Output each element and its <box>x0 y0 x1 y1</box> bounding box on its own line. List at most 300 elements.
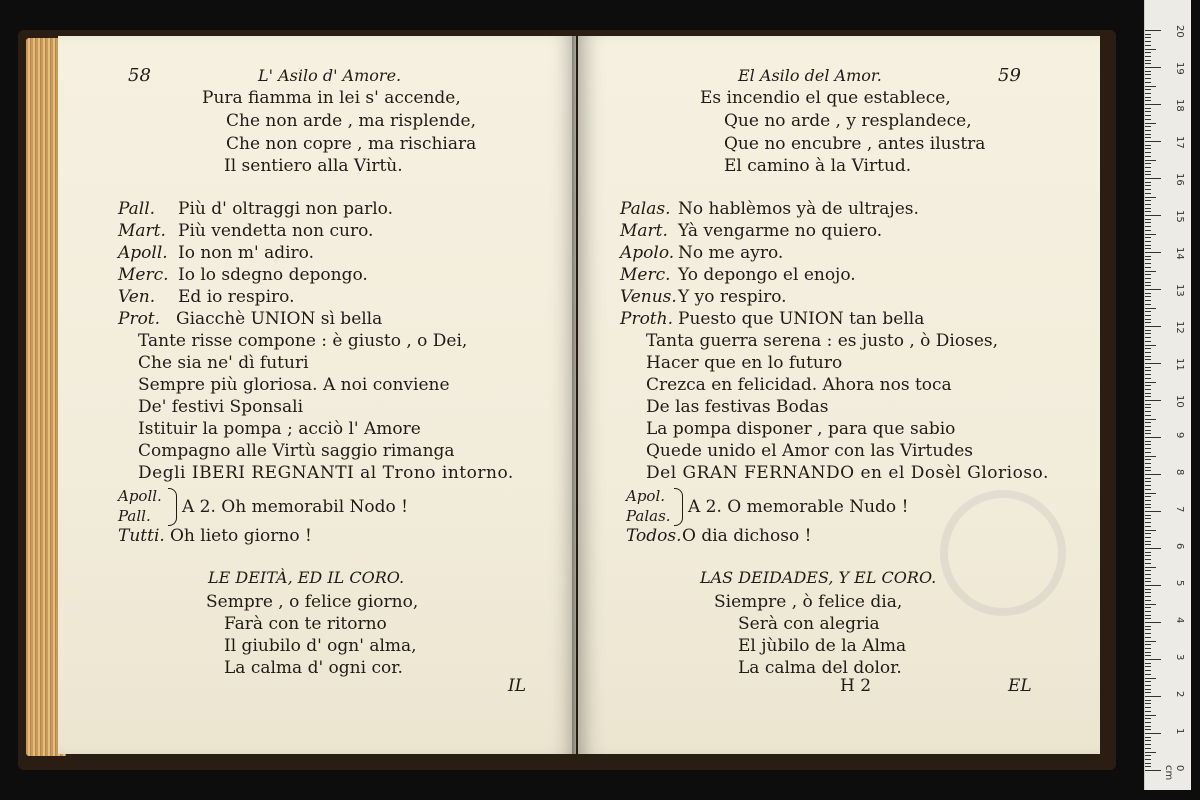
ruler-tick <box>1145 726 1151 727</box>
chorus-line: La calma del dolor. <box>738 658 902 678</box>
ruler-tick <box>1145 585 1161 586</box>
ruler-tick <box>1145 444 1151 445</box>
ruler-tick <box>1145 245 1151 246</box>
ruler-tick <box>1145 485 1151 486</box>
ruler-tick <box>1145 430 1151 431</box>
ruler-tick <box>1145 326 1161 327</box>
speaker-label: Venus. <box>620 287 677 307</box>
ruler-tick <box>1145 78 1151 79</box>
chorus-line: Il giubilo d' ogn' alma, <box>224 636 417 656</box>
ruler-tick <box>1145 459 1151 460</box>
ruler-tick <box>1145 592 1151 593</box>
ruler-tick <box>1145 49 1156 50</box>
ruler-label: 4 <box>1174 617 1185 624</box>
ruler-tick <box>1145 396 1151 397</box>
ruler-tick <box>1145 467 1151 468</box>
ruler-tick <box>1145 348 1151 349</box>
ruler-tick <box>1145 552 1151 553</box>
ruler-tick <box>1145 259 1151 260</box>
ruler-tick <box>1145 86 1156 87</box>
ruler-tick <box>1145 222 1151 223</box>
ruler-tick <box>1145 533 1151 534</box>
ruler-tick <box>1145 415 1151 416</box>
continuation-line: Degli IBERI REGNANTI al Trono intorno. <box>138 463 514 483</box>
ruler-tick <box>1145 422 1151 423</box>
ruler-tick <box>1145 596 1151 597</box>
ruler-label: 14 <box>1174 247 1185 260</box>
dialogue-line: No hablèmos yà de ultrajes. <box>678 199 919 219</box>
dialogue-line: Ed io respiro. <box>178 287 295 307</box>
ruler-tick <box>1145 322 1151 323</box>
dialogue-line: No me ayro. <box>678 243 784 263</box>
ruler-tick <box>1145 208 1151 209</box>
ruler-tick <box>1145 470 1151 471</box>
continuation-line: Compagno alle Virtù saggio rimanga <box>138 441 455 461</box>
ruler-tick <box>1145 629 1151 630</box>
ruler-label: 5 <box>1174 580 1185 587</box>
ruler-tick <box>1145 400 1161 401</box>
ruler-tick <box>1145 385 1151 386</box>
ruler-tick <box>1145 744 1151 745</box>
ruler-label: 6 <box>1174 543 1185 550</box>
ruler-tick <box>1145 507 1151 508</box>
ruler-tick <box>1145 219 1151 220</box>
ruler-tick <box>1145 548 1161 549</box>
ruler-tick <box>1145 652 1151 653</box>
duet-line: A 2. O memorable Nudo ! <box>688 497 909 517</box>
ruler-tick <box>1145 200 1151 201</box>
ruler-tick <box>1145 271 1156 272</box>
duet-line: A 2. Oh memorabil Nodo ! <box>182 497 409 517</box>
chorus-line: Serà con alegria <box>738 614 880 634</box>
speaker-label: Mart. <box>118 221 166 241</box>
ruler-tick <box>1145 211 1151 212</box>
ruler-tick <box>1145 104 1161 105</box>
ruler-tick <box>1145 282 1151 283</box>
ruler-tick <box>1145 393 1151 394</box>
dialogue-line: Yà vengarme no quiero. <box>678 221 883 241</box>
ruler-tick <box>1145 411 1151 412</box>
continuation-line: Tanta guerra serena : es justo , ò Dioses, <box>646 331 999 351</box>
speaker-label: Merc. <box>118 265 169 285</box>
ruler-tick <box>1145 237 1151 238</box>
ruler-tick <box>1145 707 1151 708</box>
ruler-tick <box>1145 515 1151 516</box>
ruler-tick <box>1145 30 1161 31</box>
measurement-ruler <box>1144 0 1191 790</box>
ruler-label: 3 <box>1174 654 1185 661</box>
ruler-tick <box>1145 574 1151 575</box>
ruler-tick <box>1145 666 1151 667</box>
continuation-line: La pompa disponer , para que sabio <box>646 419 956 439</box>
duet-brace <box>674 488 683 526</box>
ruler-label: 13 <box>1174 284 1185 297</box>
ruler-tick <box>1145 670 1151 671</box>
left-page-number: 58 <box>128 65 151 86</box>
speaker-label: Todos. <box>626 526 682 546</box>
continuation-line: Hacer que en lo futuro <box>646 353 843 373</box>
dialogue-line: Puesto que UNION tan bella <box>678 309 925 329</box>
ruler-tick <box>1145 148 1151 149</box>
ruler-label: 17 <box>1174 136 1185 149</box>
ruler-tick <box>1145 644 1151 645</box>
right-page-number: 59 <box>998 65 1021 86</box>
ruler-tick <box>1145 478 1151 479</box>
ruler-tick <box>1145 511 1161 512</box>
duet-speaker: Pall. <box>118 507 151 525</box>
speaker-label: Ven. <box>118 287 156 307</box>
ruler-tick <box>1145 345 1156 346</box>
left-verse-line: Che non copre , ma rischiara <box>226 134 477 154</box>
ruler-tick <box>1145 563 1151 564</box>
ruler-tick <box>1145 130 1151 131</box>
ruler-tick <box>1145 119 1151 120</box>
ruler-tick <box>1145 703 1151 704</box>
ruler-tick <box>1145 71 1151 72</box>
ruler-tick <box>1145 481 1151 482</box>
ruler-tick <box>1145 700 1151 701</box>
ruler-tick <box>1145 567 1156 568</box>
ruler-tick <box>1145 770 1161 771</box>
ruler-tick <box>1145 182 1151 183</box>
ruler-tick <box>1145 171 1151 172</box>
ruler-tick <box>1145 311 1151 312</box>
left-running-head: L' Asilo d' Amore. <box>258 66 402 85</box>
ruler-tick <box>1145 722 1151 723</box>
ruler-tick <box>1145 248 1151 249</box>
speaker-label: Pall. <box>118 199 156 219</box>
ruler-tick <box>1145 56 1151 57</box>
ruler-tick <box>1145 185 1151 186</box>
ruler-tick <box>1145 759 1151 760</box>
ruler-tick <box>1145 189 1151 190</box>
ruler-tick <box>1145 404 1151 405</box>
ruler-tick <box>1145 374 1151 375</box>
right-verse-line: El camino à la Virtud. <box>724 156 912 176</box>
ruler-tick <box>1145 581 1151 582</box>
ruler-tick <box>1145 63 1151 64</box>
ruler-tick <box>1145 500 1151 501</box>
ruler-tick <box>1145 45 1151 46</box>
ruler-tick <box>1145 367 1151 368</box>
left-verse-line: Pura fiamma in lei s' accende, <box>202 88 461 108</box>
right-running-head: El Asilo del Amor. <box>738 66 882 85</box>
ruler-tick <box>1145 537 1151 538</box>
ruler-tick <box>1145 152 1151 153</box>
ruler-tick <box>1145 41 1151 42</box>
left-verse-line: Che non arde , ma risplende, <box>226 111 476 131</box>
ruler-tick <box>1145 637 1151 638</box>
ruler-tick <box>1145 407 1151 408</box>
ruler-tick <box>1145 674 1151 675</box>
ruler-tick <box>1145 752 1156 753</box>
ruler-tick <box>1145 600 1151 601</box>
dialogue-line: Io lo sdegno depongo. <box>178 265 368 285</box>
continuation-line: Quede unido el Amor con las Virtudes <box>646 441 974 461</box>
ruler-tick <box>1145 419 1156 420</box>
ruler-tick <box>1145 426 1151 427</box>
ruler-label: 12 <box>1174 321 1185 334</box>
ruler-tick <box>1145 678 1156 679</box>
ruler-tick <box>1145 356 1151 357</box>
continuation-line: Istituir la pompa ; acciò l' Amore <box>138 419 421 439</box>
ruler-tick <box>1145 352 1151 353</box>
ruler-tick <box>1145 304 1151 305</box>
ruler-tick <box>1145 578 1151 579</box>
ruler-tick <box>1145 134 1151 135</box>
ruler-tick <box>1145 89 1151 90</box>
left-page <box>58 36 576 754</box>
ruler-tick <box>1145 126 1151 127</box>
ruler-tick <box>1145 655 1151 656</box>
ruler-tick <box>1145 197 1156 198</box>
ruler-label: 1 <box>1174 728 1185 735</box>
right-verse-line: Que no arde , y resplandece, <box>724 111 972 131</box>
chorus-line: Sempre , o felice giorno, <box>206 592 419 612</box>
ruler-tick <box>1145 137 1151 138</box>
chorus-heading: LAS DEIDADES, Y EL CORO. <box>700 568 937 587</box>
ruler-tick <box>1145 570 1151 571</box>
ruler-tick <box>1145 193 1151 194</box>
ruler-tick <box>1145 163 1151 164</box>
ruler-tick <box>1145 274 1151 275</box>
duet-brace <box>168 488 177 526</box>
dialogue-line: Più d' oltraggi non parlo. <box>178 199 394 219</box>
ruler-tick <box>1145 115 1151 116</box>
ruler-tick <box>1145 234 1156 235</box>
signature-mark: H 2 <box>840 676 872 696</box>
speaker-label: Prot. <box>118 309 161 329</box>
ruler-tick <box>1145 607 1151 608</box>
ruler-tick <box>1145 296 1151 297</box>
ruler-tick <box>1145 755 1151 756</box>
ruler-tick <box>1145 359 1151 360</box>
ruler-tick <box>1145 733 1161 734</box>
ruler-tick <box>1145 333 1151 334</box>
continuation-line: Crezca en felicidad. Ahora nos toca <box>646 375 952 395</box>
ruler-tick <box>1145 611 1151 612</box>
tutti-line: Oh lieto giorno ! <box>170 526 312 546</box>
ruler-tick <box>1145 763 1151 764</box>
ruler-tick <box>1145 67 1161 68</box>
ruler-tick <box>1145 718 1151 719</box>
continuation-line: Sempre più gloriosa. A noi conviene <box>138 375 450 395</box>
ruler-tick <box>1145 278 1151 279</box>
ruler-label: 15 <box>1174 210 1185 223</box>
ruler-tick <box>1145 452 1151 453</box>
ruler-tick <box>1145 289 1161 290</box>
ruler-tick <box>1145 715 1156 716</box>
ruler-tick <box>1145 496 1151 497</box>
dialogue-line: Y yo respiro. <box>678 287 787 307</box>
speaker-label: Palas. <box>620 199 671 219</box>
ruler-tick <box>1145 263 1151 264</box>
ruler-label: 0 cm <box>1163 765 1185 781</box>
speaker-label: Proth. <box>620 309 673 329</box>
ruler-tick <box>1145 60 1151 61</box>
ruler-tick <box>1145 456 1156 457</box>
ruler-tick <box>1145 681 1151 682</box>
ruler-tick <box>1145 648 1151 649</box>
ruler-tick <box>1145 108 1151 109</box>
chorus-line: Farà con te ritorno <box>224 614 387 634</box>
ruler-tick <box>1145 363 1161 364</box>
continuation-line: Tante risse compone : è giusto , o Dei, <box>138 331 468 351</box>
continuation-line: Che sia ne' dì futuri <box>138 353 309 373</box>
ruler-tick <box>1145 34 1151 35</box>
chorus-line: La calma d' ogni cor. <box>224 658 403 678</box>
ruler-tick <box>1145 711 1151 712</box>
chorus-line: El jùbilo de la Alma <box>738 636 907 656</box>
ruler-tick <box>1145 604 1156 605</box>
right-verse-line: Es incendio el que establece, <box>700 88 951 108</box>
duet-speaker: Apoll. <box>118 487 162 505</box>
ruler-tick <box>1145 441 1151 442</box>
ruler-tick <box>1145 378 1151 379</box>
ruler-label: 2 <box>1174 691 1185 698</box>
ruler-label: 7 <box>1174 506 1185 513</box>
ruler-tick <box>1145 518 1151 519</box>
ruler-tick <box>1145 729 1151 730</box>
right-verse-line: Que no encubre , antes ilustra <box>724 134 986 154</box>
ruler-tick <box>1145 300 1151 301</box>
continuation-line: De las festivas Bodas <box>646 397 829 417</box>
ruler-tick <box>1145 174 1151 175</box>
ruler-label: 11 <box>1174 358 1185 371</box>
ruler-tick <box>1145 267 1151 268</box>
ruler-tick <box>1145 178 1161 179</box>
ruler-tick <box>1145 463 1151 464</box>
ruler-tick <box>1145 766 1151 767</box>
ruler-tick <box>1145 544 1151 545</box>
ruler-tick <box>1145 52 1151 53</box>
ruler-tick <box>1145 204 1151 205</box>
speaker-label: Tutti. <box>118 526 165 546</box>
ruler-label: 16 <box>1174 173 1185 186</box>
ruler-tick <box>1145 97 1151 98</box>
ruler-tick <box>1145 37 1151 38</box>
ruler-tick <box>1145 230 1151 231</box>
ruler-tick <box>1145 308 1156 309</box>
continuation-line: Del GRAN FERNANDO en el Dosèl Glorioso. <box>646 463 1049 483</box>
ruler-tick <box>1145 256 1151 257</box>
ruler-tick <box>1145 559 1151 560</box>
ruler-tick <box>1145 504 1151 505</box>
ruler-tick <box>1145 659 1161 660</box>
ruler-tick <box>1145 622 1161 623</box>
dialogue-line: Yo depongo el enojo. <box>678 265 856 285</box>
ruler-tick <box>1145 319 1151 320</box>
speaker-label: Merc. <box>620 265 671 285</box>
ruler-tick <box>1145 337 1151 338</box>
ruler-tick <box>1145 555 1151 556</box>
ruler-tick <box>1145 141 1161 142</box>
ruler-tick <box>1145 641 1156 642</box>
ruler-tick <box>1145 493 1156 494</box>
ruler-label: 9 <box>1174 432 1185 439</box>
ruler-tick <box>1145 74 1151 75</box>
ruler-label: 20 <box>1174 25 1185 38</box>
ruler-tick <box>1145 748 1151 749</box>
right-page <box>578 36 1100 754</box>
ruler-tick <box>1145 215 1161 216</box>
ruler-tick <box>1145 82 1151 83</box>
ruler-tick <box>1145 489 1151 490</box>
speaker-label: Mart. <box>620 221 668 241</box>
ruler-tick <box>1145 541 1151 542</box>
duet-speaker: Apol. <box>626 487 666 505</box>
ruler-tick <box>1145 123 1156 124</box>
ruler-tick <box>1145 330 1151 331</box>
ruler-tick <box>1145 389 1151 390</box>
ruler-tick <box>1145 663 1151 664</box>
ruler-tick <box>1145 285 1151 286</box>
ruler-label: 10 <box>1174 395 1185 408</box>
left-verse-line: Il sentiero alla Virtù. <box>224 156 403 176</box>
ruler-tick <box>1145 618 1151 619</box>
ruler-tick <box>1145 685 1151 686</box>
ruler-label: 18 <box>1174 99 1185 112</box>
ruler-tick <box>1145 737 1151 738</box>
show-through-stamp <box>940 490 1066 616</box>
tutti-line: O dia dichoso ! <box>682 526 812 546</box>
ruler-tick <box>1145 382 1156 383</box>
dialogue-line: Giacchè UNION sì bella <box>176 309 383 329</box>
dialogue-line: Io non m' adiro. <box>178 243 315 263</box>
ruler-label: 19 <box>1174 62 1185 75</box>
ruler-tick <box>1145 530 1156 531</box>
ruler-tick <box>1145 341 1151 342</box>
speaker-label: Apolo. <box>620 243 675 263</box>
ruler-tick <box>1145 111 1151 112</box>
ruler-tick <box>1145 93 1151 94</box>
ruler-tick <box>1145 145 1151 146</box>
chorus-line: Siempre , ò felice dia, <box>714 592 903 612</box>
ruler-tick <box>1145 522 1151 523</box>
catchword: IL <box>508 676 527 696</box>
ruler-tick <box>1145 315 1151 316</box>
duet-speaker: Palas. <box>626 507 671 525</box>
dialogue-line: Più vendetta non curo. <box>178 221 374 241</box>
ruler-tick <box>1145 226 1151 227</box>
ruler-tick <box>1145 167 1151 168</box>
ruler-tick <box>1145 437 1161 438</box>
ruler-tick <box>1145 252 1161 253</box>
ruler-tick <box>1145 433 1151 434</box>
ruler-label: 8 <box>1174 469 1185 476</box>
ruler-tick <box>1145 633 1151 634</box>
ruler-tick <box>1145 589 1151 590</box>
ruler-tick <box>1145 370 1151 371</box>
ruler-tick <box>1145 474 1161 475</box>
ruler-tick <box>1145 696 1161 697</box>
ruler-tick <box>1145 156 1151 157</box>
ruler-tick <box>1145 293 1151 294</box>
speaker-label: Apoll. <box>118 243 168 263</box>
ruler-tick <box>1145 160 1156 161</box>
ruler-tick <box>1145 740 1151 741</box>
ruler-tick <box>1145 689 1151 690</box>
catchword: EL <box>1008 676 1032 696</box>
ruler-tick <box>1145 100 1151 101</box>
ruler-tick <box>1145 526 1151 527</box>
ruler-tick <box>1145 626 1151 627</box>
continuation-line: De' festivi Sponsali <box>138 397 304 417</box>
ruler-tick <box>1145 692 1151 693</box>
ruler-tick <box>1145 448 1151 449</box>
ruler-tick <box>1145 241 1151 242</box>
chorus-heading: LE DEITÀ, ED IL CORO. <box>208 568 405 587</box>
